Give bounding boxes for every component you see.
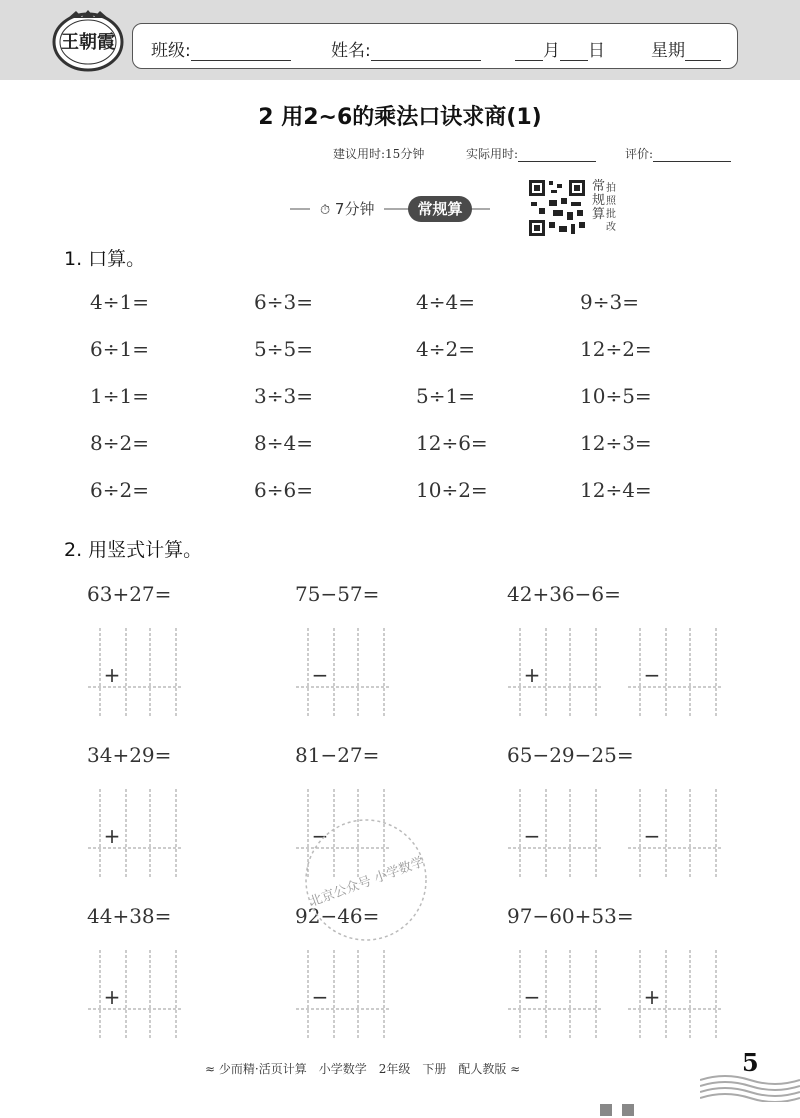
- vertical-calc-grid[interactable]: [296, 628, 391, 716]
- brand-logo-text: 王朝霞: [61, 32, 115, 53]
- oral-problem: 5÷1=: [416, 384, 475, 408]
- page-title: 2 用2~6的乘法口诀求商(1): [258, 105, 542, 130]
- oral-problem: 8÷4=: [254, 431, 313, 455]
- vertical-problem: 75−57=: [295, 582, 380, 606]
- class-label: 班级:: [151, 41, 191, 61]
- actual-time-label: 实际用时:: [466, 147, 519, 161]
- page-number: 5: [742, 1048, 759, 1077]
- vertical-problem: 97−60+53=: [507, 904, 634, 928]
- oral-problem: 12÷6=: [416, 431, 488, 455]
- header-bar: [0, 0, 800, 80]
- student-info-box: [132, 23, 738, 69]
- minus-sign: −: [523, 985, 541, 1009]
- evaluation-blank[interactable]: [653, 148, 731, 162]
- badge-time-text: 7分钟: [334, 200, 375, 218]
- vertical-calc-grid[interactable]: [628, 789, 723, 877]
- oral-problem: 4÷1=: [90, 290, 149, 314]
- plus-sign: +: [523, 663, 541, 687]
- vertical-problem: 63+27=: [87, 582, 172, 606]
- watermark-stamp: [296, 810, 436, 950]
- plus-sign: +: [643, 985, 661, 1009]
- section-oral-title: 1. 口算。: [64, 248, 146, 270]
- vertical-problem: 65−29−25=: [507, 743, 634, 767]
- timer-badge: [290, 194, 490, 224]
- month-blank[interactable]: [515, 43, 543, 61]
- watermark-stamp-text: 北京公众号 小学数学: [307, 854, 427, 911]
- plus-sign: +: [103, 663, 121, 687]
- badge-tag: 常规算: [408, 196, 472, 222]
- minus-sign: −: [311, 824, 329, 848]
- minus-sign: −: [643, 824, 661, 848]
- vertical-calc-grid[interactable]: [88, 628, 183, 716]
- day-blank[interactable]: [560, 43, 588, 61]
- plus-sign: +: [103, 985, 121, 1009]
- oral-problem: 4÷2=: [416, 337, 475, 361]
- qr-code-icon[interactable]: [527, 178, 587, 238]
- actual-time-blank[interactable]: [518, 148, 596, 162]
- vertical-calc-grid[interactable]: [88, 950, 183, 1038]
- oral-problem: 12÷3=: [580, 431, 652, 455]
- oral-problem: 4÷4=: [416, 290, 475, 314]
- vertical-calc-grid[interactable]: [88, 789, 183, 877]
- oral-problem: 1÷1=: [90, 384, 149, 408]
- evaluation-label: 评价:: [625, 147, 654, 161]
- corner-square: [622, 1104, 634, 1116]
- vertical-calc-grid[interactable]: [508, 628, 603, 716]
- weekday-blank[interactable]: [685, 43, 721, 61]
- qr-side-text-2: 拍照批改: [606, 183, 616, 233]
- oral-problem: 6÷2=: [90, 478, 149, 502]
- clock-icon: ⏱: [320, 203, 331, 218]
- oral-problem: 10÷2=: [416, 478, 488, 502]
- wave-icon: ≈: [510, 1062, 521, 1076]
- vertical-calc-grid[interactable]: [628, 950, 723, 1038]
- weekday-label: 星期: [651, 41, 685, 61]
- minus-sign: −: [643, 663, 661, 687]
- corner-square: [600, 1104, 612, 1116]
- oral-problem: 12÷2=: [580, 337, 652, 361]
- name-blank[interactable]: [371, 43, 481, 61]
- date-field[interactable]: [515, 36, 605, 61]
- weekday-field[interactable]: [651, 36, 721, 61]
- qr-side-text-1: 常规算: [592, 179, 606, 222]
- oral-problem: 9÷3=: [580, 290, 639, 314]
- plus-sign: +: [103, 824, 121, 848]
- section-vertical-title: 2. 用竖式计算。: [64, 539, 203, 561]
- class-field[interactable]: [151, 36, 291, 61]
- name-field[interactable]: [331, 36, 481, 61]
- vertical-calc-grid[interactable]: [628, 628, 723, 716]
- suggested-time: 建议用时:15分钟: [333, 147, 425, 161]
- vertical-calc-grid[interactable]: [508, 789, 603, 877]
- oral-problem: 3÷3=: [254, 384, 313, 408]
- actual-time-field[interactable]: [466, 145, 596, 162]
- evaluation-field[interactable]: [625, 145, 731, 162]
- oral-problem: 6÷6=: [254, 478, 313, 502]
- minus-sign: −: [523, 824, 541, 848]
- vertical-calc-grid[interactable]: [296, 950, 391, 1038]
- minus-sign: −: [311, 985, 329, 1009]
- oral-problem: 6÷3=: [254, 290, 313, 314]
- badge-time: [310, 195, 384, 223]
- footer-text: [205, 1060, 520, 1077]
- vertical-problem: 34+29=: [87, 743, 172, 767]
- day-label: 日: [588, 41, 605, 61]
- wave-icon: ≈: [205, 1062, 216, 1076]
- vertical-problem: 44+38=: [87, 904, 172, 928]
- footer-label: 少而精·活页计算 小学数学 2年级 下册 配人教版: [218, 1062, 507, 1076]
- oral-problem: 10÷5=: [580, 384, 652, 408]
- vertical-calc-grid[interactable]: [508, 950, 603, 1038]
- oral-problem: 6÷1=: [90, 337, 149, 361]
- name-label: 姓名:: [331, 41, 371, 61]
- oral-problem: 8÷2=: [90, 431, 149, 455]
- minus-sign: −: [311, 663, 329, 687]
- vertical-problem: 42+36−6=: [507, 582, 621, 606]
- month-label: 月: [543, 41, 560, 61]
- wave-decoration-icon: [700, 1072, 800, 1102]
- oral-problem: 5÷5=: [254, 337, 313, 361]
- vertical-problem: 81−27=: [295, 743, 380, 767]
- oral-problem: 12÷4=: [580, 478, 652, 502]
- vertical-problem: 92−46=: [295, 904, 380, 928]
- class-blank[interactable]: [191, 43, 291, 61]
